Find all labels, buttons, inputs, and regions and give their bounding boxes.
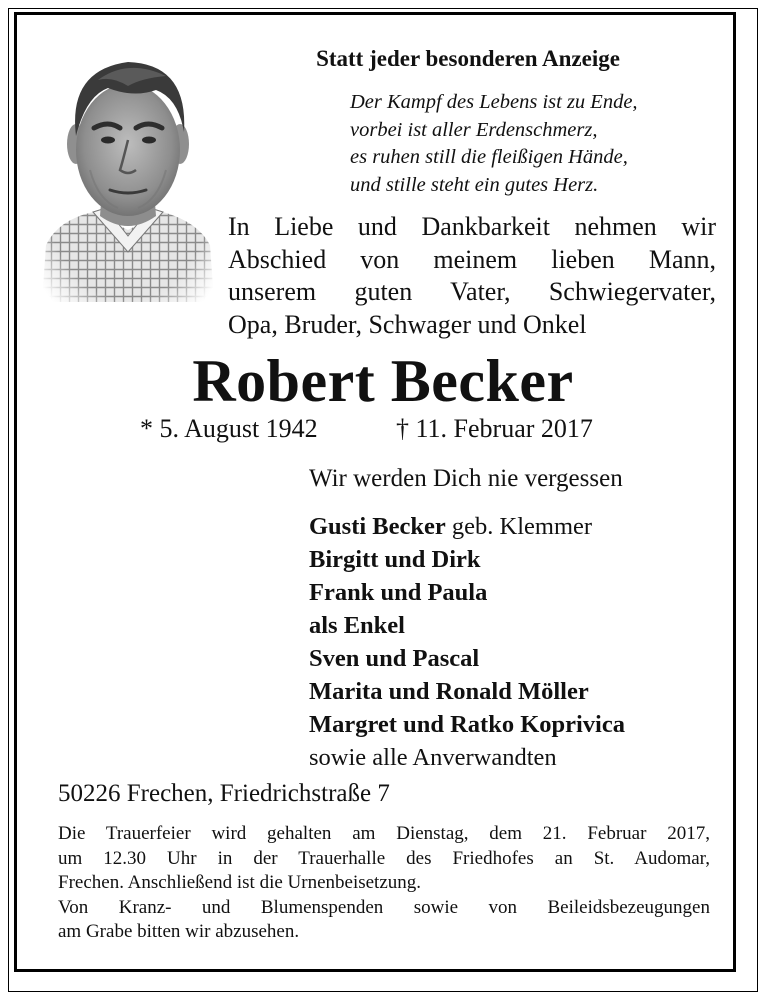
deceased-name: Robert Becker: [192, 348, 574, 414]
family-line: [309, 609, 625, 642]
family-line: [309, 642, 625, 675]
widow-note: geb. Klemmer: [451, 513, 593, 540]
poem-line: Der Kampf des Lebens ist zu Ende,: [350, 91, 638, 113]
notice-line: Frechen. Anschließend ist die Urnenbeisetzung.: [58, 872, 422, 893]
relatives-line: sowie alle Anverwandten: [309, 744, 557, 771]
intro-line: Abschied von meinem lieben Mann,: [228, 244, 716, 274]
address: 50226 Frechen, Friedrichstraße 7: [58, 780, 390, 807]
intro-text: [228, 211, 716, 341]
poem-line: es ruhen still die fleißigen Hände,: [350, 146, 628, 168]
notice-line: Von Kranz- und Blumenspenden sowie von Beileidsbezeugungen: [58, 896, 710, 918]
notice-line: um 12.30 Uhr in der Trauerhalle des Friedhofes an St. Audomar,: [58, 847, 710, 869]
header-notice: Statt jeder besonderen Anzeige: [316, 46, 620, 71]
family-line-widow: [309, 510, 625, 543]
poem-line: vorbei ist aller Erdenschmerz,: [350, 118, 598, 141]
motto: Wir werden Dich nie vergessen: [309, 465, 623, 492]
birth-date: * 5. August 1942: [140, 414, 318, 443]
family-name: Birgitt und Dirk: [309, 546, 481, 573]
notice-line: Die Trauerfeier wird gehalten am Dienstag, dem 21. Februar 2017,: [58, 823, 710, 844]
funeral-notice: [58, 822, 710, 945]
intro-line: Opa, Bruder, Schwager und Onkel: [228, 309, 587, 339]
poem: [350, 89, 638, 199]
intro-line: In Liebe und Dankbarkeit nehmen wir: [228, 212, 716, 241]
poem-line: und stille steht ein gutes Herz.: [350, 173, 599, 196]
family-name: Marita und Ronald Möller: [309, 678, 589, 705]
widow-name: Gusti Becker: [309, 513, 446, 540]
intro-line: unserem guten Vater, Schwiegervater,: [228, 277, 716, 306]
family-line: [309, 543, 625, 576]
death-date: † 11. Februar 2017: [396, 414, 593, 443]
family-name: Frank und Paula: [309, 579, 488, 606]
family-line: [309, 576, 625, 609]
notice-line: am Grabe bitten wir abzusehen.: [58, 921, 300, 942]
family-list: [309, 510, 625, 774]
family-line: [309, 708, 625, 741]
portrait-photo: [38, 40, 218, 302]
family-name: Margret und Ratko Koprivica: [309, 711, 625, 738]
family-name: als Enkel: [309, 612, 405, 639]
family-line: [309, 675, 625, 708]
family-name: Sven und Pascal: [309, 645, 480, 672]
